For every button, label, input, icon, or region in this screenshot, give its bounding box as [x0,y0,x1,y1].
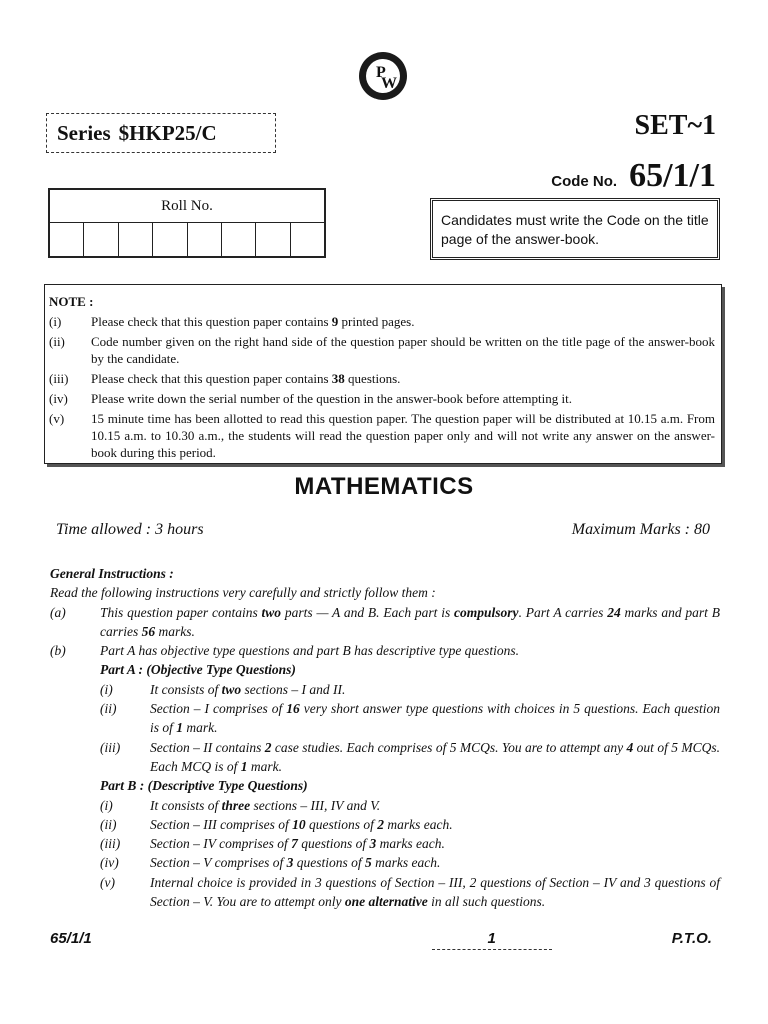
note-item [49,333,715,367]
roll-number-table [48,188,326,258]
note-item-text: Please check that this question paper contains 38 questions. [91,371,401,386]
note-item-text: Code number given on the right hand side of the question paper should be written on the title page of the answer-book by the candidate. [91,334,715,366]
part-b-heading: Part B : (Descriptive Type Questions) [100,778,308,794]
roll-cells [50,223,324,258]
roll-cell[interactable] [256,223,290,258]
page-footer [50,930,712,950]
note-item-number: (v) [49,411,65,426]
code-label: Code No. [551,173,618,190]
note-item-number: (i) [49,314,62,329]
roll-cell[interactable] [291,223,324,258]
part-b-item: (ii) Section – III comprises of 10 questions of 2 marks each. [100,816,453,832]
instruction-number: (a) [50,604,66,620]
roll-cell[interactable] [153,223,187,258]
part-a-item: (iii) Section – II contains 2 case studies. Each comprises of 5 MCQs. You are to attempt any 4 out of 5 MCQs. Each MCQ is of 1 mark. [100,739,720,774]
time-marks-row [56,521,710,539]
part-a-item: (i) It consists of two sections – I and II. [100,681,346,697]
general-instructions [50,564,720,911]
note-item [49,390,715,407]
roll-cell[interactable] [188,223,222,258]
note-item [49,313,715,330]
footer-code: 65/1/1 [50,930,92,947]
instructions-title: General Instructions : [50,566,174,581]
part-b-item: (v) Internal choice is provided in 3 questions of Section – III, 2 questions of Section – IV and 3 questions of Section – V. You are to attempt only one alternative in all such questions. [100,874,720,910]
maximum-marks: Maximum Marks : 80 [571,521,710,538]
part-b-item: (i) It consists of three sections – III, IV and V. [100,797,381,813]
instructions-intro: Read the following instructions very carefully and strictly follow them : [50,585,436,601]
roll-cell[interactable] [222,223,256,258]
note-item-text: Please write down the serial number of the question in the answer-book before attempting it. [91,391,572,406]
note-item [49,370,715,387]
instruction-text: This question paper contains two parts — A and B. Each part is compulsory. Part A carries 24 marks and part B carries 56 marks. [100,604,720,639]
instruction-item [50,603,720,642]
roll-cell[interactable] [84,223,118,258]
part-a-item: (ii) Section – I comprises of 16 very short answer type questions with choices in 5 questions. Each question is of 1 mark. [100,701,720,736]
subject-title: MATHEMATICS [294,473,474,500]
instruction-text: Part A has objective type questions and part B has descriptive type questions. [100,643,520,659]
part-a-heading: Part A : (Objective Type Questions) [100,662,296,678]
note-item-number: (iv) [49,391,68,406]
note-item [49,410,715,461]
code-note-box: Candidates must write the Code on the title page of the answer-book. [430,198,720,260]
part-b-item: (iv) Section – V comprises of 3 questions of 5 marks each. [100,855,441,871]
set-label: SET~1 [634,110,716,141]
time-allowed: Time allowed : 3 hours [56,521,204,538]
note-box [44,284,722,464]
series-label: Series [57,120,111,145]
roll-cell[interactable] [119,223,153,258]
note-item-text: 15 minute time has been allotted to read this question paper. The question paper will be distributed at 10.15 a.m. From 10.15 a.m. to 10.30 a.m., the students will read the question paper only and will not write any answer on the answer-book during this period. [91,411,715,460]
note-title: NOTE : [49,294,94,309]
roll-cell[interactable] [50,223,84,258]
note-item-number: (ii) [49,334,65,349]
part-b-item: (iii) Section – IV comprises of 7 questions of 3 marks each. [100,836,445,852]
page-number: 1 [432,930,552,950]
series-value: $HKP25/C [118,120,217,145]
logo-letter-p: P [376,64,386,81]
roll-label: Roll No. [50,190,324,223]
logo-letter-w: W [381,75,397,92]
pw-logo-icon [357,50,409,102]
note-item-number: (iii) [49,371,69,386]
page-number-rule [432,949,552,950]
code-number [551,157,716,195]
code-value: 65/1/1 [629,157,716,194]
instruction-number: (b) [50,643,66,659]
note-item-text: Please check that this question paper contains 9 printed pages. [91,314,415,329]
instruction-item [50,641,720,660]
series-box [46,113,276,153]
pto-label: P.T.O. [671,930,712,947]
